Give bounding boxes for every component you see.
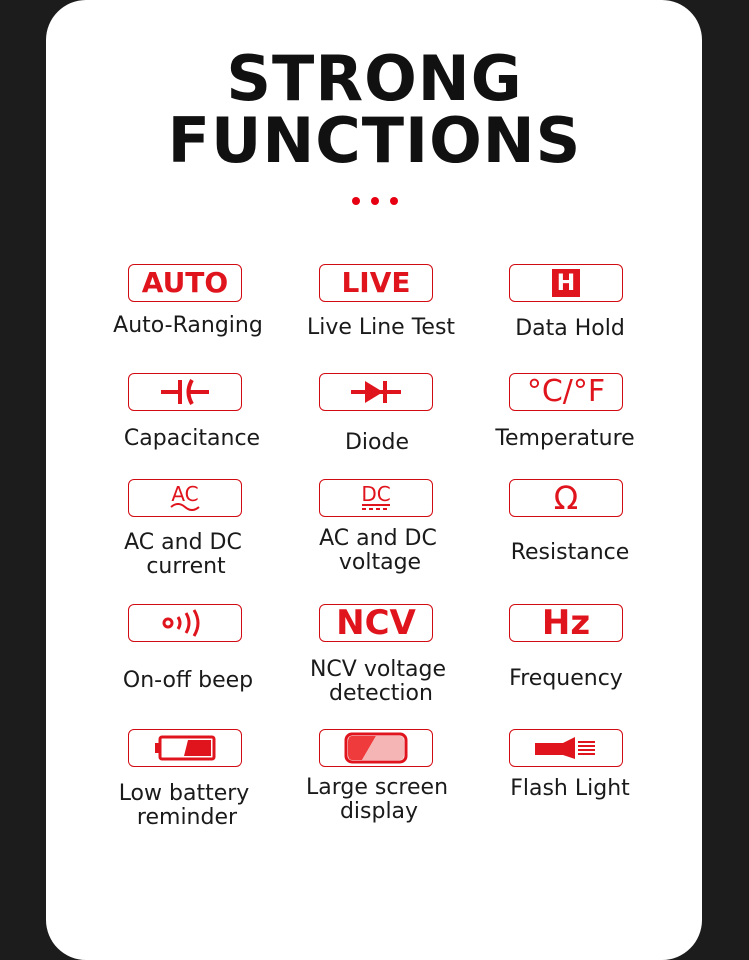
auto-badge [128,264,242,302]
frequency-badge-text: Hz [541,603,591,643]
ac-symbol [170,482,200,511]
resistance-label: Resistance [510,540,630,565]
auto-badge-text: AUTO [141,266,229,299]
ncv-label-1: NCV voltage [309,657,447,682]
large-screen-label-1: Large screen [305,775,449,800]
ncv-label-2: detection [329,681,433,706]
battery-icon [154,735,216,761]
ac-dc-voltage-label-2: voltage [338,550,422,575]
wave-icon [170,503,200,511]
ncv-badge-text: NCV [336,603,416,643]
ac-dc-current-label-1: AC and DC [124,530,242,555]
dc-lines-icon [361,503,391,511]
data-hold-label: Data Hold [515,316,625,341]
screen-badge [319,729,433,767]
ac-badge-text: AC [171,482,199,506]
on-off-beep-label: On-off beep [122,668,254,693]
dc-symbol [361,482,391,511]
dot [390,197,398,205]
capacitor-icon [159,378,211,406]
battery-badge [128,729,242,767]
ac-badge [128,479,242,517]
live-badge [319,264,433,302]
beep-icon [160,608,210,638]
capacitance-badge [128,373,242,411]
hold-icon: H [552,269,580,297]
ac-dc-current-label-2: current [146,554,226,579]
resistance-badge [509,479,623,517]
diode-icon [349,378,403,406]
large-screen-label-2: display [339,799,419,824]
dot [352,197,360,205]
frequency-badge [509,604,623,642]
flash-light-label: Flash Light [510,776,630,801]
frequency-label: Frequency [509,666,623,691]
page-title [0,42,749,177]
capacitance-label: Capacitance [123,426,261,451]
flashlight-badge [509,729,623,767]
divider-dots [352,197,398,207]
ac-dc-voltage-label-1: AC and DC [319,526,437,551]
live-badge-text: LIVE [341,266,411,299]
ncv-badge [319,604,433,642]
beep-badge [128,604,242,642]
screen-icon [344,732,408,764]
temperature-badge-text: °C/°F [526,374,606,409]
title-line-2: FUNCTIONS [167,104,582,177]
resistance-badge-text: Ω [553,479,579,517]
low-battery-label-1: Low battery [118,781,250,806]
temperature-badge [509,373,623,411]
flashlight-icon [533,734,599,762]
temperature-label: Temperature [495,426,635,451]
low-battery-label-2: reminder [136,805,238,830]
dot [371,197,379,205]
title-line-1: STRONG [226,42,523,115]
auto-ranging-label: Auto-Ranging [113,313,263,338]
diode-label: Diode [344,430,409,455]
live-line-test-label: Live Line Test [306,315,456,340]
dc-badge-text: DC [361,482,391,506]
dc-badge [319,479,433,517]
diode-badge [319,373,433,411]
hold-badge [509,264,623,302]
